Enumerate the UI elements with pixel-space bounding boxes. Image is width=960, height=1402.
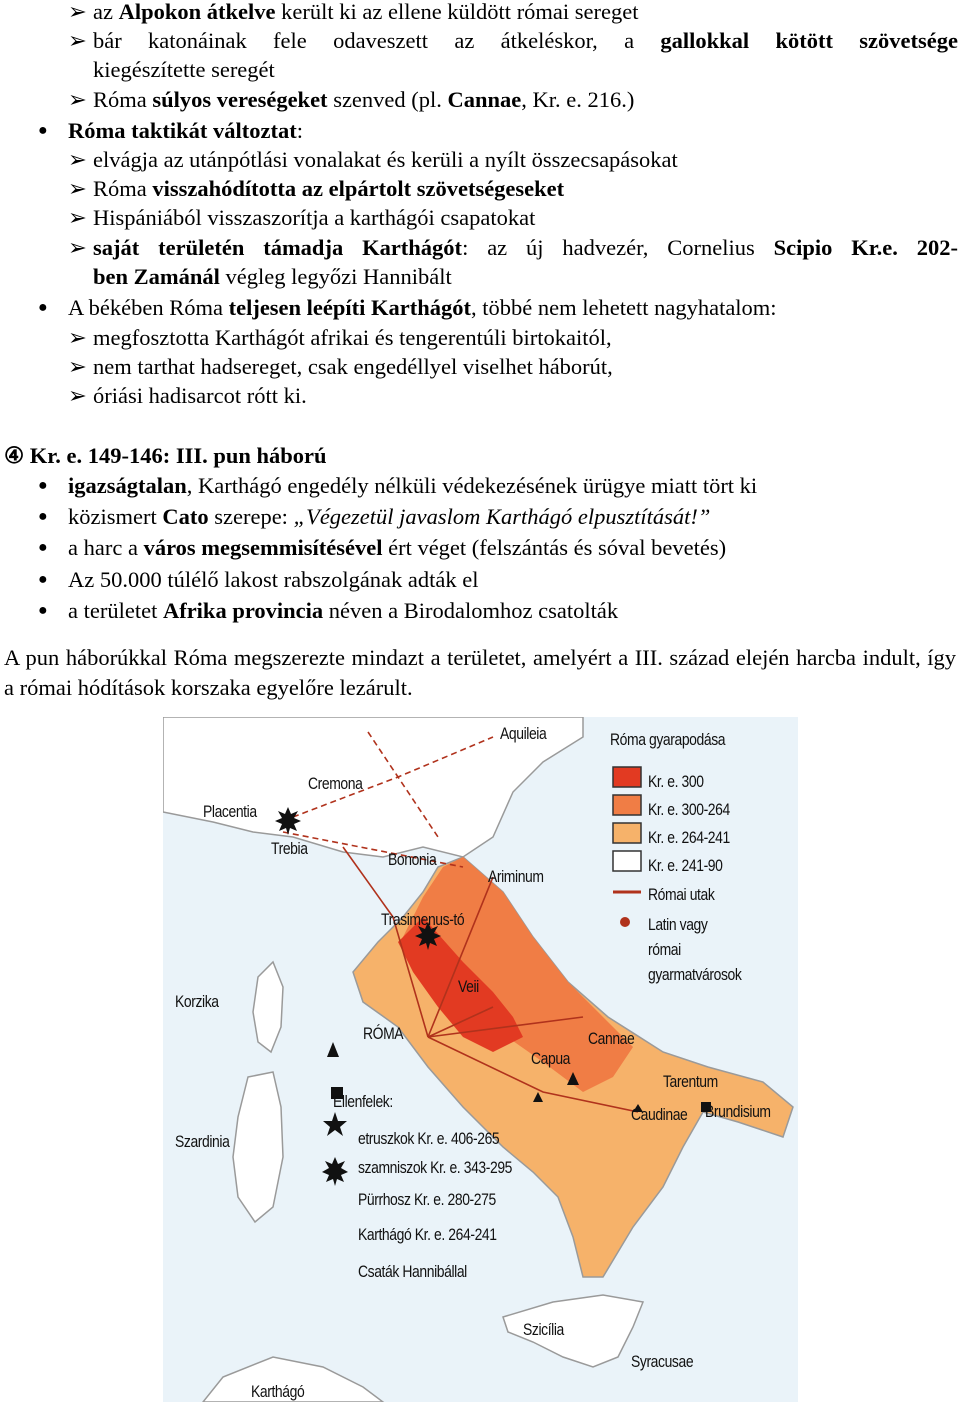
legend-item: Kr. e. 264-241 xyxy=(648,828,730,847)
list-item: ➢ bár katonáinak fele odaveszett az átkeléskor, a gallokkal kötött szövetsége xyxy=(0,26,960,56)
bullet-icon: ● xyxy=(38,571,48,588)
map-image xyxy=(163,717,798,1402)
bullet-icon: ● xyxy=(38,539,48,556)
map-label-cremona: Cremona xyxy=(308,774,363,793)
arrow-bullet-icon: ➢ xyxy=(68,235,87,260)
list-item: ➢ óriási hadisarcot rótt ki. xyxy=(0,381,307,411)
bullet-icon: ● xyxy=(38,508,48,525)
arrow-bullet-icon: ➢ xyxy=(68,147,87,172)
arrow-bullet-icon: ➢ xyxy=(68,176,87,201)
legend-latin-2: római xyxy=(648,940,681,959)
list-item: ● közismert Cato szerepe: „Végezetül javaslom Karthágó elpusztítását!” xyxy=(0,502,710,532)
list-item: ➢ elvágja az utánpótlási vonalakat és kerüli a nyílt összecsapásokat xyxy=(0,145,678,175)
legend-latin-1: Latin vagy xyxy=(648,915,708,934)
list-item-continuation: ben Zamánál végleg legyőzi Hannibált xyxy=(93,264,452,289)
legend-item: Kr. e. 241-90 xyxy=(648,856,723,875)
map-label-trasimenus: Trasimenus-tó xyxy=(381,910,465,929)
bullet-icon: ● xyxy=(38,122,48,139)
map-label-brundisium: Brundisium xyxy=(705,1102,771,1121)
legend-swatch-3 xyxy=(613,823,641,843)
legend-enemy-4: Karthágó Kr. e. 264-241 xyxy=(358,1225,497,1244)
arrow-bullet-icon: ➢ xyxy=(68,354,87,379)
bullet-heading: ● A békében Róma teljesen leépíti Karthágót, többé nem lehetett nagyhatalom: xyxy=(0,293,777,323)
bullet-heading: ● Róma taktikát változtat: xyxy=(0,116,303,146)
map-label-caudinae: Caudinae xyxy=(631,1105,688,1124)
map-label-placentia: Placentia xyxy=(203,802,257,821)
circled-four-icon: ④ xyxy=(4,443,25,468)
arrow-bullet-icon: ➢ xyxy=(68,87,87,112)
legend-enemies-title: Ellenfelek: xyxy=(333,1092,393,1111)
map-label-karthago: Karthágó xyxy=(251,1382,305,1401)
list-item: ● a területet Afrika provincia néven a Birodalomhoz csatolták xyxy=(0,596,618,626)
legend-swatch-2 xyxy=(613,795,641,815)
bullet-icon: ● xyxy=(38,602,48,619)
map-label-aquileia: Aquileia xyxy=(500,724,547,743)
list-item: ➢ nem tarthat hadsereget, csak engedéllyel viselhet háborút, xyxy=(0,352,613,382)
legend-enemy-1: etruszkok Kr. e. 406-265 xyxy=(358,1129,500,1148)
map-label-szicilia: Szicília xyxy=(523,1320,564,1339)
map-label-szardinia: Szardinia xyxy=(175,1132,230,1151)
section-title: ④ Kr. e. 149-146: III. pun háború xyxy=(0,441,327,471)
list-item: ➢ Róma súlyos vereségeket szenved (pl. Cannae, Kr. e. 216.) xyxy=(0,85,634,115)
summary-paragraph: A pun háborúkkal Róma megszerezte mindazt a területet, amelyért a III. század elején harcba indult, így a római hódítások korszaka egyelőre lezárult. xyxy=(4,645,956,700)
legend-swatch-4 xyxy=(613,851,641,871)
legend-item: Kr. e. 300-264 xyxy=(648,800,730,819)
arrow-bullet-icon: ➢ xyxy=(68,28,87,53)
arrow-bullet-icon: ➢ xyxy=(68,325,87,350)
bullet-icon: ● xyxy=(38,477,48,494)
legend-swatch-1 xyxy=(613,767,641,787)
list-item: ➢ saját területén támadja Karthágót: az új hadvezér, Cornelius Scipio Kr.e. 202- xyxy=(0,233,960,263)
list-item: ● igazságtalan, Karthágó engedély nélküli védekezésének ürügye miatt tört ki xyxy=(0,471,757,501)
map-label-bononia: Bononia xyxy=(388,850,437,869)
legend-roads: Római utak xyxy=(648,885,715,904)
list-item-continuation: kiegészítette seregét xyxy=(93,57,275,82)
list-item: ➢ az Alpokon átkelve került ki az ellene küldött római sereget xyxy=(0,0,960,27)
map-label-ariminum: Ariminum xyxy=(488,867,544,886)
legend-latin-3: gyarmatvárosok xyxy=(648,965,742,984)
map-label-roma: RÓMA xyxy=(363,1024,404,1043)
legend-enemy-3: Pürrhosz Kr. e. 280-275 xyxy=(358,1190,496,1209)
legend-item: Kr. e. 300 xyxy=(648,772,704,791)
map-label-trebia: Trebia xyxy=(271,839,308,858)
legend-enemy-2: szamniszok Kr. e. 343-295 xyxy=(358,1158,513,1177)
list-item: ➢ megfosztotta Karthágót afrikai és tengerentúli birtokaitól, xyxy=(0,323,612,353)
list-item: ● Az 50.000 túlélő lakost rabszolgának adták el xyxy=(0,565,479,595)
map-label-capua: Capua xyxy=(531,1049,571,1068)
arrow-bullet-icon: ➢ xyxy=(68,0,87,24)
list-item: ➢ Róma visszahódította az elpártolt szövetségeseket xyxy=(0,174,564,204)
list-item: ➢ Hispániából visszaszorítja a karthágói csapatokat xyxy=(0,203,535,233)
list-item: ● a harc a város megsemmisítésével ért véget (felszántás és sóval bevetés) xyxy=(0,533,726,563)
map-label-veii: Veii xyxy=(458,977,479,996)
arrow-bullet-icon: ➢ xyxy=(68,205,87,230)
legend-enemy-5: Csaták Hannibállal xyxy=(358,1262,467,1281)
map-label-tarentum: Tarentum xyxy=(663,1072,718,1091)
map-label-korzika: Korzika xyxy=(175,992,219,1011)
bullet-icon: ● xyxy=(38,299,48,316)
map-label-syracusae: Syracusae xyxy=(631,1352,694,1371)
legend-title: Róma gyarapodása xyxy=(610,730,726,749)
map-label-cannae: Cannae xyxy=(588,1029,635,1048)
arrow-bullet-icon: ➢ xyxy=(68,383,87,408)
